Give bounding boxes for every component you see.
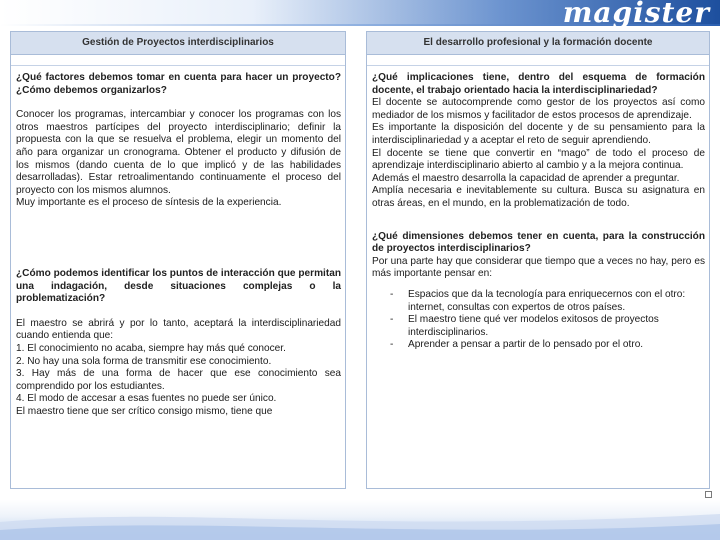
right-paragraph: El docente se autocomprende como gestor de los proyectos así como mediador de los mismos y facilitador de estos procesos de aprendizaje.: [372, 97, 705, 121]
right-paragraph: Es importante la disposición del docente y de su pensamiento para la interdisciplinariedad y a aceptar el reto de seguir aprendiendo.: [372, 122, 705, 146]
left-column: [10, 31, 346, 489]
right-paragraph-intro: Por una parte hay que considerar que tiempo que a veces no hay, pero es más importante pensar en:: [372, 255, 705, 280]
list-item: - Aprender a pensar a partir de lo pensado por el otro.: [390, 339, 644, 351]
left-paragraph-2: Muy importante es el proceso de síntesis de la experiencia.: [16, 197, 282, 209]
left-paragraph-3: El maestro se abrirá y por lo tanto, aceptará la interdisciplinariedad cuando entienda que:: [16, 317, 341, 342]
right-column-header: El desarrollo profesional y la formación docente: [367, 32, 709, 55]
left-question-1: ¿Qué factores debemos tomar en cuenta para hacer un proyecto? ¿Cómo debemos organizarlos?: [16, 72, 341, 96]
right-bullet-list: [372, 289, 705, 352]
dash-bullet: -: [390, 339, 394, 351]
slide-corner-marker: [705, 491, 712, 498]
left-question-2: ¿Cómo podemos identificar los puntos de interacción que permitan una indagación, desde situaciones complejas o la problematización?: [16, 267, 341, 305]
list-item: - El maestro tiene qué ver modelos exitosos de proyectos interdisciplinarios.: [390, 314, 659, 338]
right-question-1: ¿Qué implicaciones tiene, dentro del esquema de formación docente, el trabajo orientado hacia la interdisciplinariedad?: [372, 72, 705, 96]
right-paragraph: Amplía necesaria e inevitablemente su cultura. Busca su asignatura en otras áreas, en el mundo, en la problematización de todo.: [372, 185, 705, 209]
left-list-item: El maestro tiene que ser crítico consigo mismo, tiene que: [16, 405, 273, 417]
left-list-item: 1. El conocimiento no acaba, siempre hay más qué conocer.: [16, 342, 286, 354]
right-question-2: ¿Qué dimensiones debemos tener en cuenta, para la construcción de proyectos interdisciplinarios?: [372, 230, 705, 255]
right-column: [366, 31, 710, 489]
right-paragraph: El docente se tiene que convertir en “mago” de todo el proceso de aprendizaje interdisciplinario abierto al cambio y a la mejora continua.: [372, 147, 705, 172]
magister-logo: magister: [562, 0, 710, 29]
left-column-body: [11, 66, 345, 418]
left-paragraph-1: Conocer los programas, intercambiar y conocer los programas con los otros maestros partícipes del proyecto interdisciplinario; definir la propuesta con la que se resuelva el problema, elegir un momento del año para organizar un cronograma. Obtener el producto y difusión de los mismos (dando cuenta de lo que implicó y de las habilidades desarrolladas). Estar retroalimentando continuamente el proceso del proyecto con los mismos alumnos.: [16, 109, 341, 196]
right-paragraph: Además el maestro desarrolla la capacidad de aprender a preguntar.: [372, 172, 680, 184]
left-list-item: 2. No hay una sola forma de transmitir ese conocimiento.: [16, 355, 272, 367]
list-item: - Espacios que da la tecnología para enriquecernos con el otro: internet, consultas con expertos de otros países.: [390, 288, 686, 313]
left-column-header: Gestión de Proyectos interdisciplinarios: [11, 32, 345, 55]
right-column-body: [367, 66, 709, 352]
dash-bullet: -: [390, 288, 394, 300]
left-list-item: 4. El modo de accesar a esas fuentes no puede ser único.: [16, 393, 277, 405]
dash-bullet: -: [390, 314, 394, 326]
left-list-item: 3. Hay más de una forma de hacer que ese conocimiento sea comprendido por los estudiantes.: [16, 368, 341, 392]
bottom-wave-band: [0, 500, 720, 540]
